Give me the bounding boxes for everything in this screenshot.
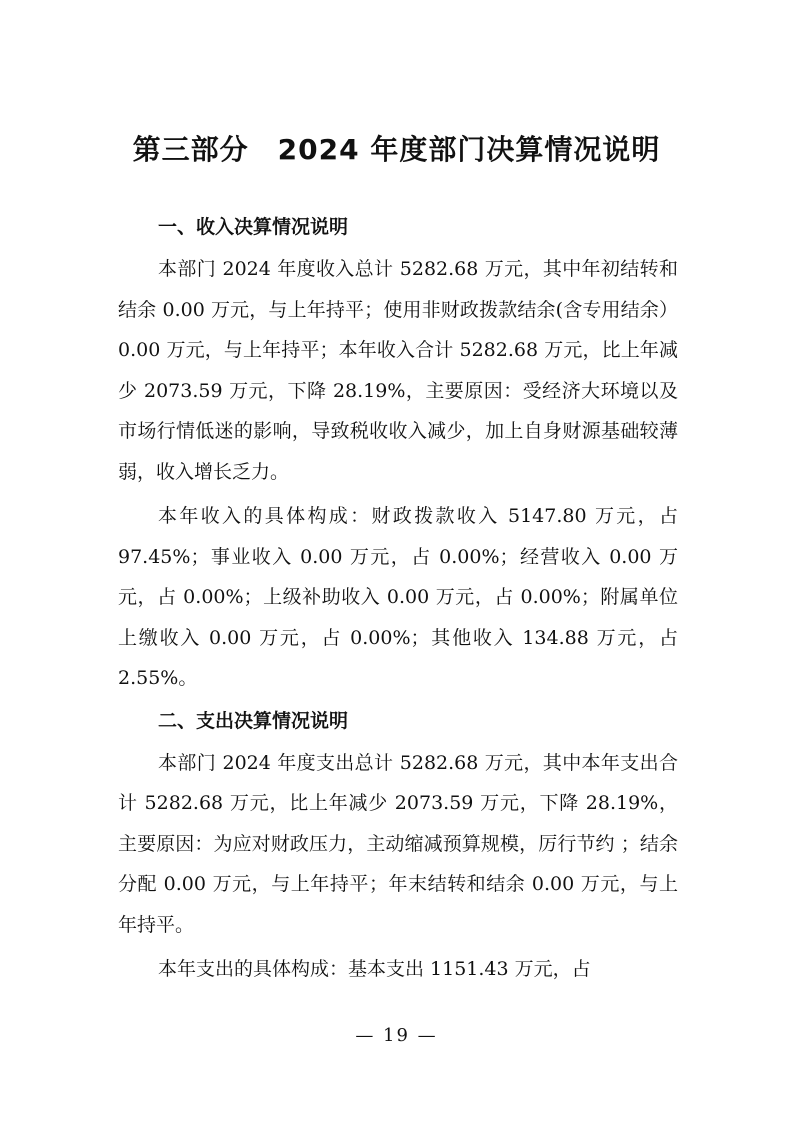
paragraph-expenditure-summary: 本部门 2024 年度支出总计 5282.68 万元，其中本年支出合计 5282.68 万元，比上年减少 2073.59 万元，下降 28.19%，主要原因：为应对财政压力，主动缩减预算规模，厉行节约 ；结余分配 0.00 万元，与上年持平；年末结转和结余 0.00 万元，与上年持平。 (118, 751, 678, 936)
page-number: — 19 — (355, 1025, 438, 1046)
document-body (118, 205, 678, 990)
paragraph-income-composition: 本年收入的具体构成：财政拨款收入 5147.80 万元，占 97.45%；事业收入 0.00 万元，占 0.00%；经营收入 0.00 万元，占 0.00%；上级补助收入 0.00 万元，占 0.00%；附属单位上缴收入 0.00 万元，占 0.00%；其他收入 134.88 万元，占 2.55%。 (118, 505, 678, 689)
section-heading-expenditure: 二、支出决算情况说明 (158, 709, 349, 732)
paragraph-expenditure-composition: 本年支出的具体构成：基本支出 1151.43 万元，占 (158, 958, 591, 980)
section-heading-income: 一、收入决算情况说明 (158, 216, 349, 238)
paragraph-income-summary: 本部门 2024 年度收入总计 5282.68 万元，其中年初结转和结余 0.00 万元，与上年持平；使用非财政拨款结余(含专用结余）0.00 万元，与上年持平；本年收入合计 5282.68 万元，比上年减少 2073.59 万元，下降 28.19%，主要原因：受经济大环境以及市场行情低迷的影响，导致税收收入减少，加上自身财源基础较薄弱，收入增长乏力。 (118, 258, 678, 483)
page-title: 第三部分 2024 年度部门决算情况说明 (132, 133, 661, 166)
